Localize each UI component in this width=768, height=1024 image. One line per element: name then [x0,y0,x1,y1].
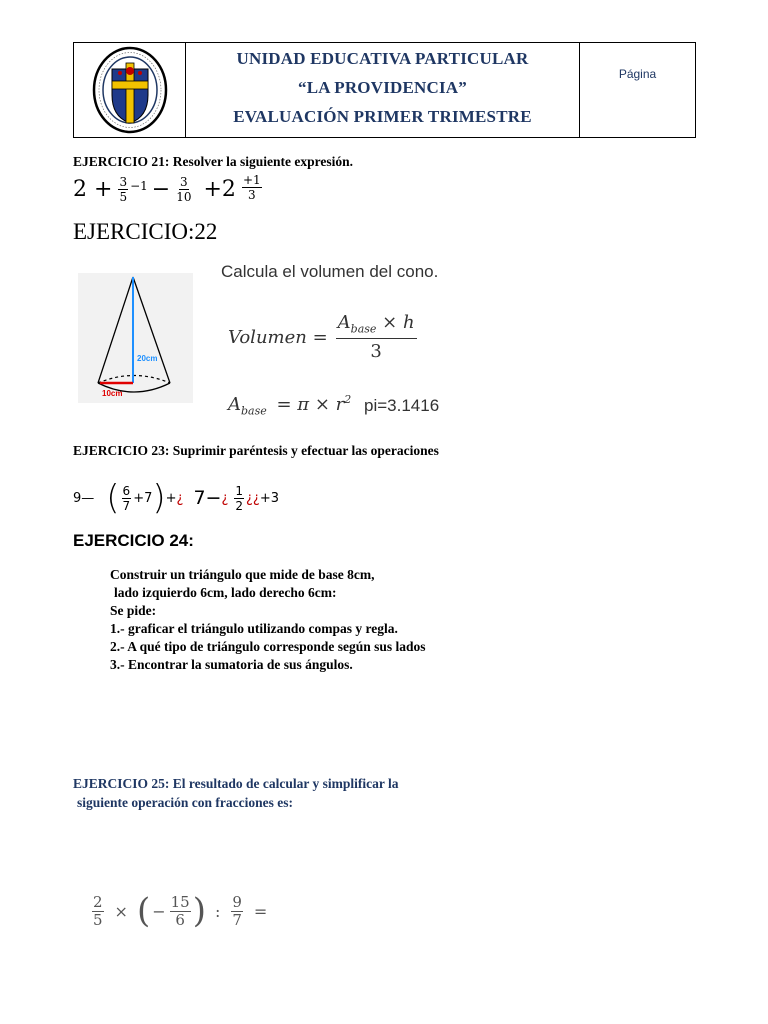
page-cell [580,43,695,137]
height-label: 20cm [137,354,158,363]
ex25-fraction: $\frac{9}{7}$ [232,892,242,929]
evaluation-title: EVALUACIÓN PRIMER TRIMESTRE [233,106,532,126]
page-label: Página [618,67,657,81]
ex21-fraction: $\frac{+1}{3}$ [242,172,261,202]
pi-value: pi=3.1416 [364,396,440,415]
ex24-line: Construir un triángulo que mide de base 8cm, [110,567,375,582]
header-table [73,42,696,138]
volume-fraction: $\frac{A_{base} \times h}{3}$ [337,312,415,362]
header-titles [186,43,580,137]
cone-icon [78,273,193,403]
ex21-minus: − [151,176,171,202]
ex24-line: Se pide: [110,603,157,618]
ex24-title: EJERCICIO 24: [73,531,194,550]
ex23-expression: 9— ( $\frac{6}{7}$ +7 ) + ¿ 7− ¿ $\frac{1}{2}$ ¿¿ +3 [73,478,279,518]
ex24-line: 3.- Encontrar la sumatoria de sus ángulos. [110,657,353,672]
ex24-statement [110,566,426,674]
ex21-instruction: : Resolver la siguiente expresión. [164,154,354,169]
ex24-line: 2.- A qué tipo de triángulo corresponde según sus lados [110,639,426,654]
ex21-fraction: $\frac{3}{5}$ [119,174,128,204]
school-type: UNIDAD EDUCATIVA PARTICULAR [236,49,529,69]
cone-figure [78,273,193,403]
ex25-fraction: $\frac{2}{5}$ [93,892,103,929]
ex22-title: EJERCICIO:22 [73,219,218,244]
ex23-title: EJERCICIO 23: Suprimir paréntesis y efectuar las operaciones [73,443,439,458]
volume-lhs: Volumen = [228,326,328,348]
cross-shield-seal-icon [90,45,170,135]
ex21-fraction: $\frac{3}{10}$ [176,174,192,204]
volume-formula [228,314,419,361]
radius-label: 10cm [102,389,123,398]
ex23-fraction: $\frac{1}{2}$ [235,483,243,513]
school-name: “LA PROVIDENCIA” [298,77,467,97]
ex25-fraction: $\frac{15}{6}$ [170,892,190,929]
ex25-line: EJERCICIO 25: El resultado de calcular y simplificar la [73,776,399,791]
ex21-title: EJERCICIO 21 [73,154,165,169]
ex24-line: lado izquierdo 6cm, lado derecho 6cm: [114,585,337,600]
ex21-expression [73,172,264,206]
base-area-formula: $A_{base} = \pi \times r^2$ [228,393,352,418]
ex21-term: 2 + [73,176,113,202]
ex21-exponent: −1 [130,179,148,193]
ex25-heading [73,774,399,812]
school-logo [74,43,186,137]
ex23-fraction: $\frac{6}{7}$ [122,483,131,513]
ex25-expression: $\frac{2}{5}$ × ( − $\frac{15}{6}$ ) : $\frac{9}{7}$ = [93,891,268,931]
ex21-term: +2 [203,176,236,202]
cone-task: Calcula el volumen del cono. [221,262,439,281]
ex25-line: siguiente operación con fracciones es: [77,795,293,810]
ex24-line: 1.- graficar el triángulo utilizando compas y regla. [110,621,398,636]
ex21-heading [73,154,353,170]
